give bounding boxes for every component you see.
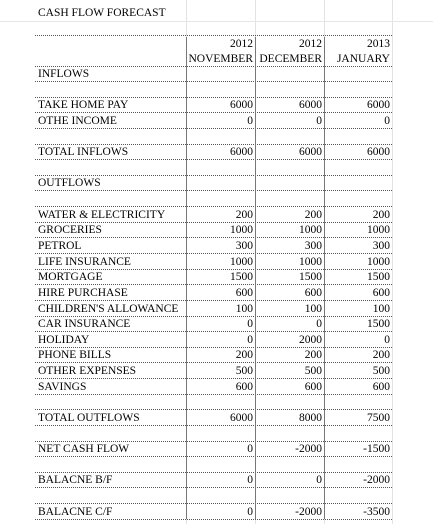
value-cell: 6000 (230, 99, 253, 112)
row-label (38, 427, 188, 442)
row-label: NET CASH FLOW (38, 443, 130, 456)
table-row (35, 208, 392, 223)
row-label: HIRE PURCHASE (38, 286, 128, 299)
table-row (35, 255, 392, 270)
value-cell: 500 (372, 365, 390, 377)
sheet-title: CASH FLOW FORECAST (38, 7, 166, 19)
month-header-january: JANUARY (336, 53, 390, 65)
value-cell: 0 (384, 333, 390, 346)
table-row (35, 239, 392, 254)
row-label: TOTAL OUTFLOWS (38, 411, 140, 424)
value-cell (255, 192, 324, 207)
row-label (38, 130, 188, 145)
table-row (35, 302, 392, 317)
table-row (35, 380, 392, 395)
table-row (35, 489, 392, 504)
value-cell: 600 (304, 286, 322, 299)
row-label: CHILDREN'S ALLOWANCE (38, 302, 179, 315)
month-header-row (35, 52, 392, 67)
table-row (35, 223, 392, 238)
row-label: BALACNE B/F (38, 474, 113, 487)
month-header-december: DECEMBER (259, 53, 322, 65)
row-label: PETROL (38, 239, 82, 252)
value-cell: 200 (372, 349, 390, 362)
table-row (35, 176, 392, 191)
column-border (186, 37, 187, 519)
table-row (35, 458, 392, 473)
value-cell (186, 176, 255, 191)
value-cell (324, 176, 392, 191)
value-cell: 6000 (299, 99, 322, 112)
value-cell (186, 161, 255, 176)
value-cell: 1000 (367, 255, 390, 268)
table-row (35, 161, 392, 176)
value-cell (324, 83, 392, 98)
row-label: TOTAL INFLOWS (38, 146, 129, 159)
column-border (255, 37, 256, 519)
row-label (38, 161, 188, 176)
value-cell: 0 (247, 505, 253, 518)
value-cell: 300 (304, 239, 322, 252)
value-cell (255, 161, 324, 176)
table-row (35, 427, 392, 442)
value-cell: 6000 (367, 146, 390, 159)
value-cell: 500 (235, 365, 253, 377)
value-cell: 1000 (230, 224, 253, 237)
value-cell: 500 (304, 365, 322, 377)
row-label: INFLOWS (38, 68, 90, 80)
row-label: SAVINGS (38, 380, 87, 393)
value-cell (324, 67, 392, 82)
value-cell (255, 83, 324, 98)
row-label: OUTFLOWS (38, 177, 101, 190)
value-cell: 0 (247, 443, 253, 456)
row-label: LIFE INSURANCE (38, 255, 131, 268)
value-cell: 0 (316, 318, 322, 331)
value-cell: 200 (304, 208, 322, 221)
value-cell: -2000 (363, 474, 390, 487)
row-label (38, 395, 188, 410)
value-cell (324, 161, 392, 176)
value-cell: 1000 (367, 224, 390, 237)
value-cell (255, 458, 324, 473)
table-row (35, 145, 392, 160)
value-cell: 0 (247, 333, 253, 346)
value-cell (186, 130, 255, 145)
row-label: BALACNE C/F (38, 505, 113, 518)
table-row (35, 348, 392, 363)
row-label: CAR INSURANCE (38, 318, 131, 331)
value-cell: 1000 (299, 224, 322, 237)
row-label (38, 83, 188, 98)
row-label: TAKE HOME PAY (38, 99, 129, 112)
table-row (35, 395, 392, 410)
year-header-november: 2012 (230, 38, 253, 50)
table-row (35, 442, 392, 457)
value-cell (324, 130, 392, 145)
value-cell (186, 192, 255, 207)
value-cell: 7500 (367, 411, 390, 424)
value-cell: 1500 (230, 271, 253, 284)
table-row (35, 505, 392, 520)
value-cell: 600 (235, 286, 253, 299)
value-cell: 300 (372, 239, 390, 252)
table-row (35, 98, 392, 113)
value-cell: 0 (247, 114, 253, 127)
table-row (35, 364, 392, 379)
row-label: GROCERIES (38, 224, 102, 237)
row-label: OTHER EXPENSES (38, 365, 137, 377)
value-cell (255, 176, 324, 191)
value-cell: 200 (235, 208, 253, 221)
value-cell: 8000 (299, 411, 322, 424)
year-header-december: 2012 (299, 38, 322, 50)
value-cell: 1000 (230, 255, 253, 268)
table-row (35, 333, 392, 348)
value-cell (186, 489, 255, 504)
year-header-january: 2013 (367, 38, 390, 50)
table-row (35, 67, 392, 82)
value-cell: -3500 (363, 505, 390, 518)
blank-row (35, 21, 392, 36)
value-cell: 0 (316, 474, 322, 487)
value-cell (324, 489, 392, 504)
value-cell (186, 67, 255, 82)
value-cell: -2000 (295, 443, 322, 456)
value-cell: 1500 (367, 271, 390, 284)
value-cell (255, 427, 324, 442)
value-cell (324, 192, 392, 207)
value-cell: 100 (304, 302, 322, 315)
value-cell: 600 (235, 380, 253, 393)
row-label: MORTGAGE (38, 271, 103, 284)
row-label (38, 192, 188, 207)
value-cell: 600 (372, 380, 390, 393)
table-row (35, 286, 392, 301)
value-cell (324, 395, 392, 410)
value-cell: 2000 (299, 333, 322, 346)
value-cell: 0 (384, 114, 390, 127)
table-row (35, 192, 392, 207)
value-cell: 200 (372, 208, 390, 221)
value-cell (324, 427, 392, 442)
value-cell: 1500 (367, 318, 390, 331)
value-cell: 100 (372, 302, 390, 315)
table-row (35, 317, 392, 332)
column-border (324, 37, 325, 519)
value-cell: 6000 (367, 99, 390, 112)
value-cell: 6000 (299, 146, 322, 159)
value-cell (255, 395, 324, 410)
value-cell: -2000 (295, 505, 322, 518)
value-cell: 1500 (299, 271, 322, 284)
table-row (35, 473, 392, 488)
row-label: PHONE BILLS (38, 349, 112, 362)
value-cell (186, 395, 255, 410)
year-header-row (35, 37, 392, 52)
row-label: OTHE INCOME (38, 114, 117, 127)
value-cell (186, 427, 255, 442)
row-label: WATER & ELECTRICITY (38, 208, 166, 221)
grid-line (392, 0, 393, 524)
value-cell: 100 (235, 302, 253, 315)
value-cell (255, 489, 324, 504)
value-cell: 600 (304, 380, 322, 393)
value-cell: 1000 (299, 255, 322, 268)
table-row (35, 270, 392, 285)
table-row (35, 130, 392, 145)
value-cell: 0 (316, 114, 322, 127)
value-cell (255, 130, 324, 145)
value-cell: 200 (235, 349, 253, 362)
month-header-november: NOVEMBER (188, 53, 253, 65)
value-cell (255, 67, 324, 82)
value-cell: 300 (235, 239, 253, 252)
value-cell: 6000 (230, 411, 253, 424)
row-label (38, 458, 188, 473)
value-cell (324, 458, 392, 473)
value-cell: 0 (247, 318, 253, 331)
table-row (35, 83, 392, 98)
row-label: HOLIDAY (38, 333, 90, 346)
value-cell: -1500 (363, 443, 390, 456)
value-cell: 0 (247, 474, 253, 487)
table-row (35, 411, 392, 426)
row-label (38, 489, 188, 504)
value-cell: 600 (372, 286, 390, 299)
value-cell: 200 (304, 349, 322, 362)
value-cell: 6000 (230, 146, 253, 159)
value-cell (186, 458, 255, 473)
value-cell (186, 83, 255, 98)
table-row (35, 114, 392, 129)
